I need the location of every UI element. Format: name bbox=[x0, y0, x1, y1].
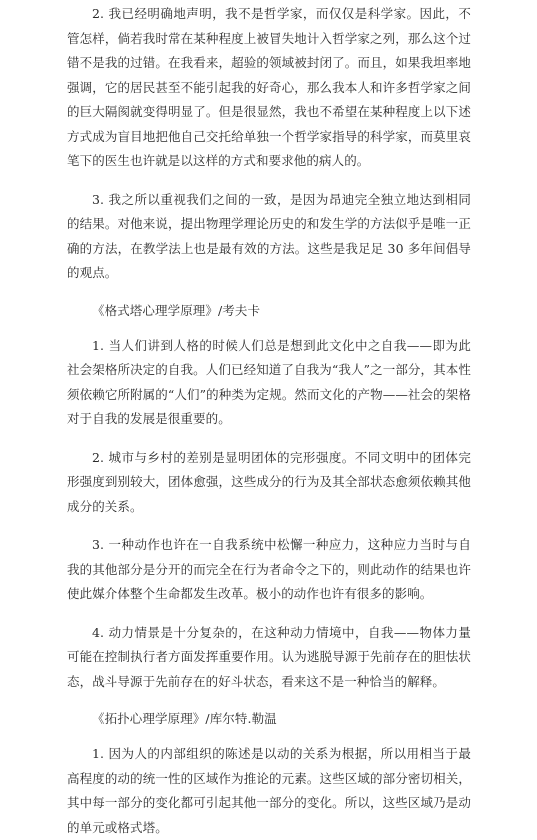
paragraph-koffka-3: 3. 一种动作也许在一自我系统中松懈一种应力，这种应力当时与自我的其他部分是分开的而完全在行为者命令之下的，则此动作的结果也许使此媒介体整个生命都发生改革。极小的动作也许有很多的影响。 bbox=[67, 537, 471, 601]
paragraph-koffka-2: 2. 城市与乡村的差别是显明团体的完形强度。不同文明中的团体完形强度到别较大，团体愈强，这些成分的行为及其全部状态愈须依赖其他成分的关系。 bbox=[67, 449, 471, 514]
source-heading-lewin: 《拓扑心理学原理》/库尔特.勒温 bbox=[92, 711, 277, 726]
source-heading-koffka: 《格式塔心理学原理》/考夫卡 bbox=[92, 302, 261, 318]
paragraph-lewin-1: 1. 因为人的内部组织的陈述是以动的关系为根据，所以用相当于最高程度的动的统一性的区域作为推论的元素。这些区域的部分密切相关，其中每一部分的变化都可引起其他一部分的变化。所以，这些区域乃是动的单元或格式塔。 bbox=[67, 746, 471, 835]
paragraph-koffka-4: 4. 动力情景是十分复杂的，在这种动力情境中，自我——物体力量可能在控制执行者方面发挥重要作用。认为逃脱导源于先前存在的胆怯状态，战斗导源于先前存在的好斗状态，看来这不是一种恰当的解释。 bbox=[67, 624, 471, 689]
paragraph-2-scientist: 2. 我已经明确地声明，我不是哲学家，而仅仅是科学家。因此，不管怎样，倘若我时常在某种程度上被冒失地计入哲学家之列，那么这个过错不是我的过错。在我看来，超验的领域被封闭了。而且，如果我坦率地强调，它的居民甚至不能引起我的好奇心，那么我本人和许多哲学家之间的巨大隔阂就变得明显了。但是很显然，我也不希望在某种程度上以下述方式成为盲目地把他自己交托给单独一个哲学家指导的科学家，而莫里哀笔下的医生也许就是以这样的方式和要求他的病人的。 bbox=[67, 6, 471, 168]
paragraph-koffka-1: 1. 当人们讲到人格的时候人们总是想到此文化中之自我——即为此社会架格所决定的自我。人们已经知道了自我为“我人”之一部分，其本性须依赖它所附属的“人们”的种类为定规。然而文化的产物——社会的架格对于自我的发展是很重要的。 bbox=[67, 337, 471, 426]
paragraph-3-agreement: 3. 我之所以重视我们之间的一致，是因为昂迪完全独立地达到相同的结果。对他来说，提出物理学理论历史的和发生学的方法似乎是唯一正确的方法，在教学法上也是最有效的方法。这些是我足足 30 多年间倡导的观点。 bbox=[67, 191, 471, 280]
